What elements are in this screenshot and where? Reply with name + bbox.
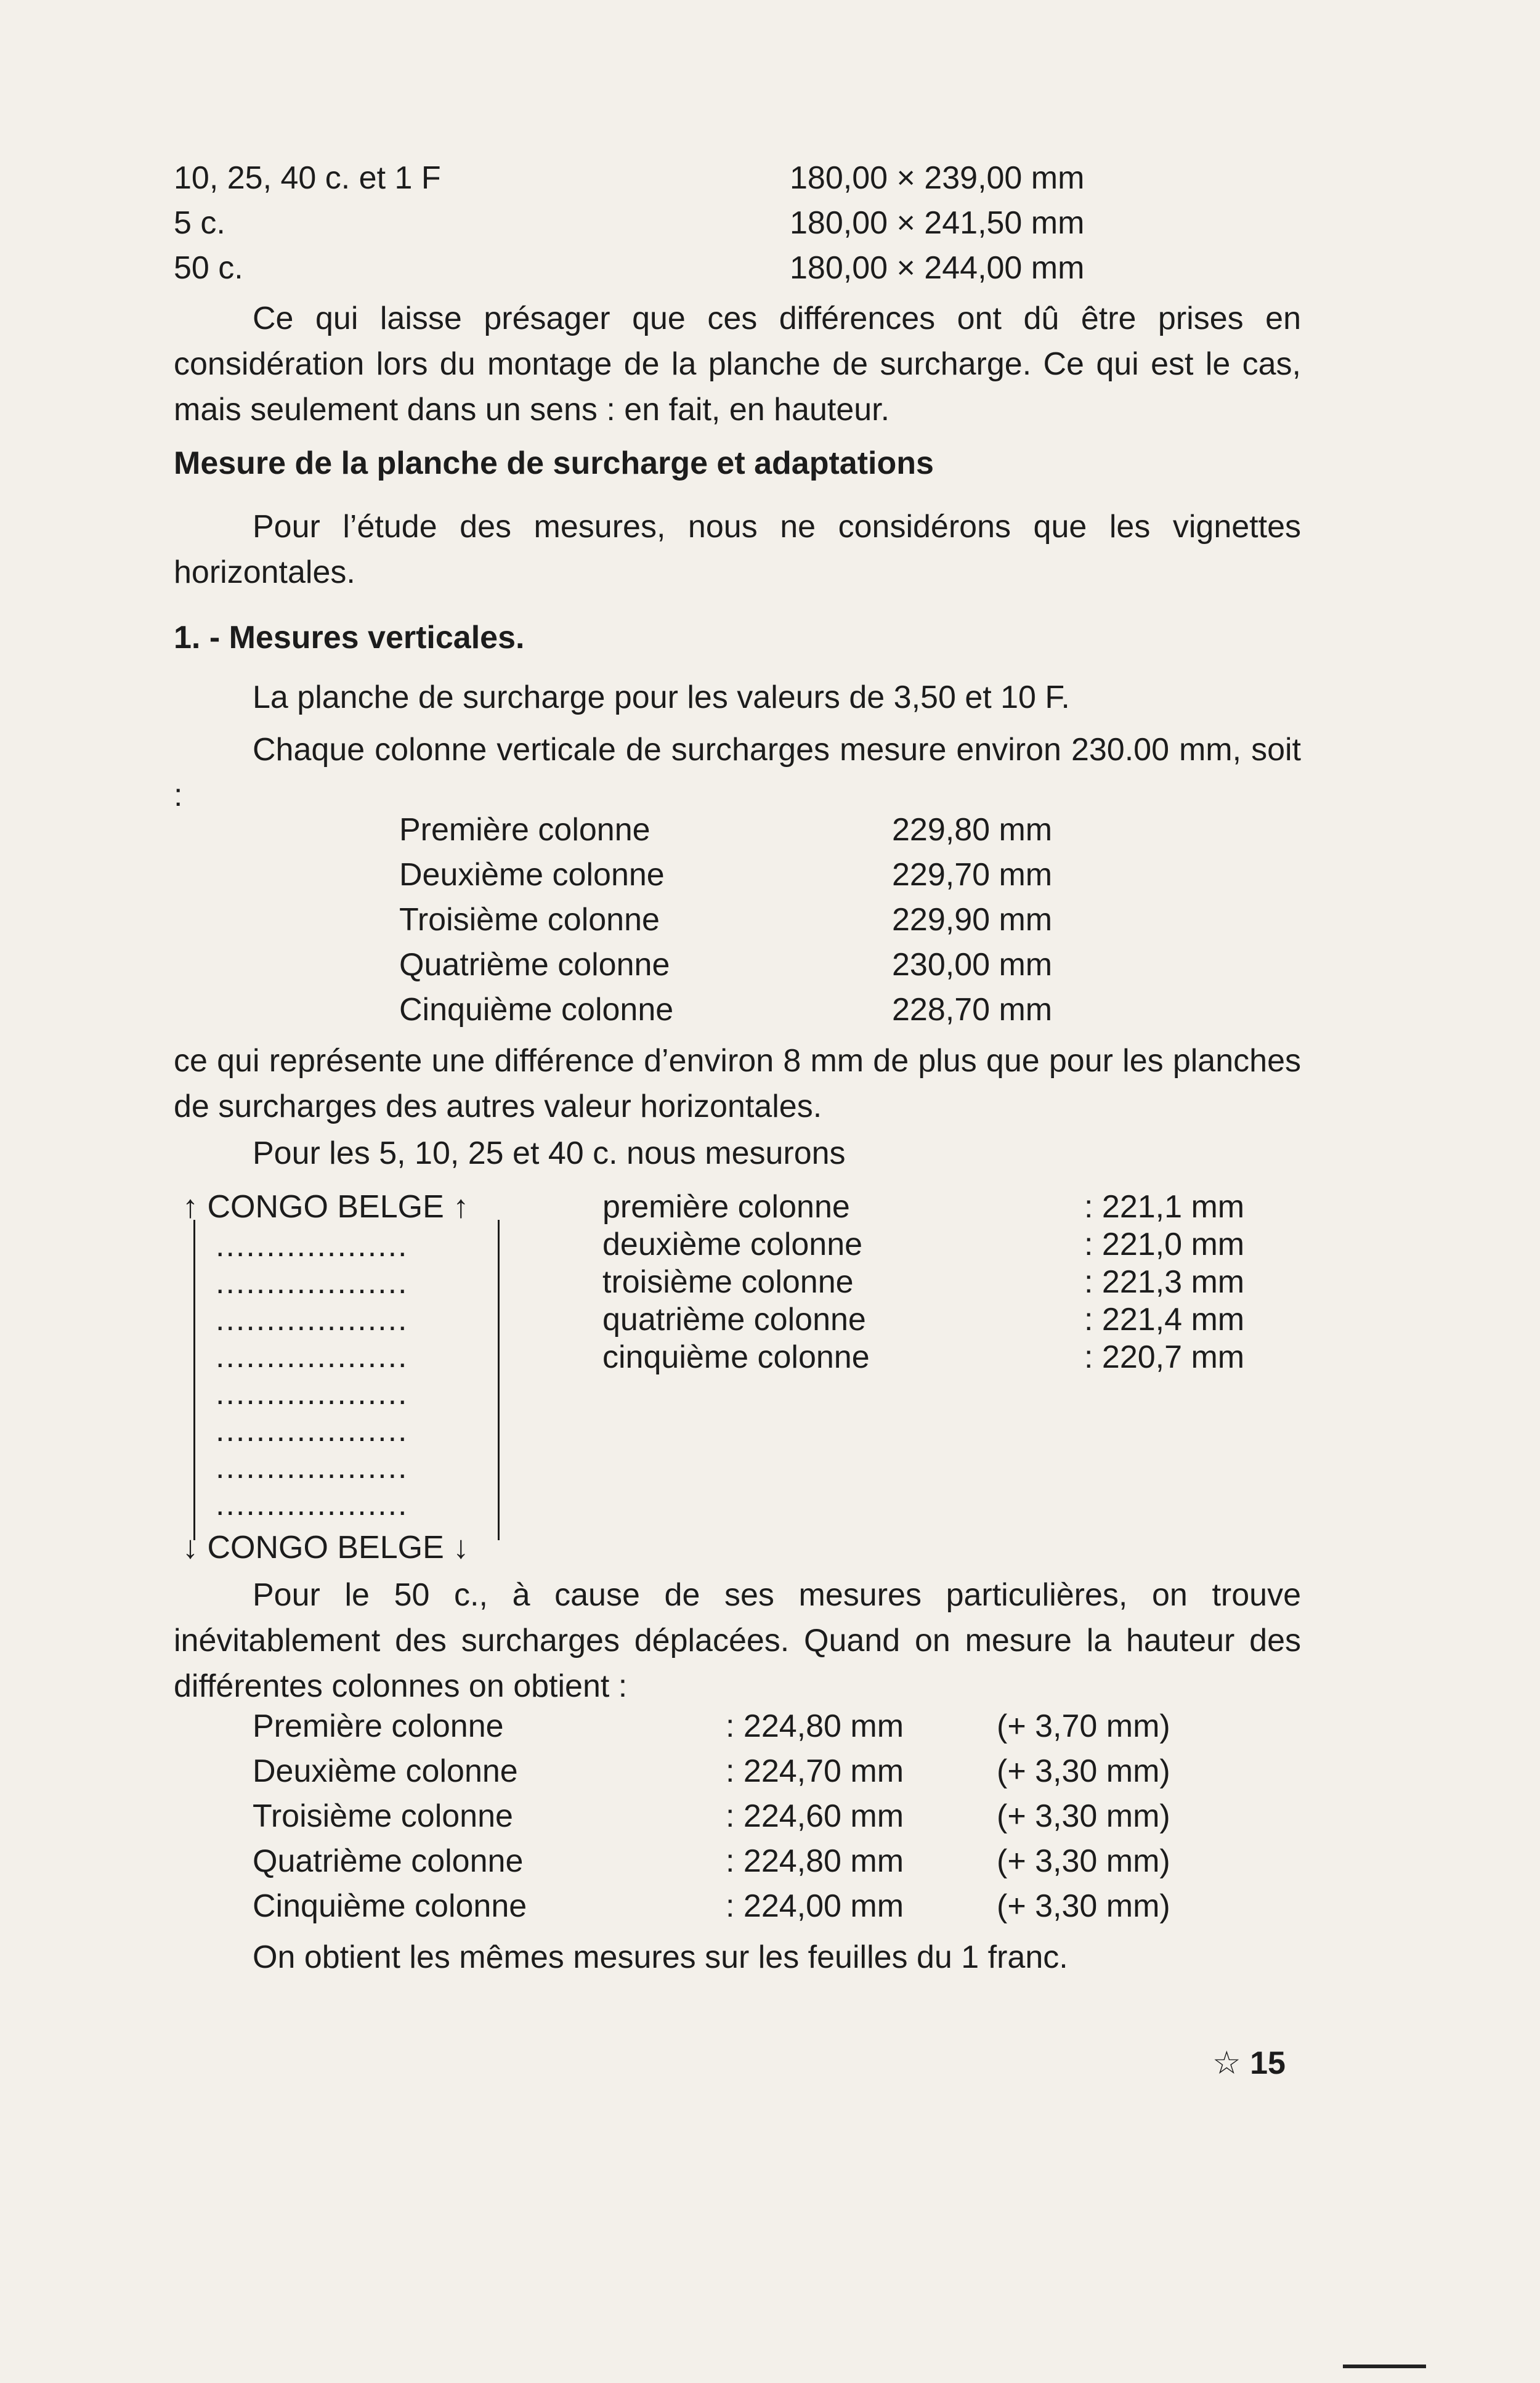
page-number: ☆ 15: [1212, 2045, 1286, 2081]
diagram-vertical-line-left: [193, 1220, 195, 1540]
paragraph-2: Pour l’étude des mesures, nous ne considérons que les vignettes horizontales.: [174, 509, 1301, 590]
t2-row1-label: Première colonne: [253, 1708, 504, 1744]
diagram-bottom-label: ↓ CONGO BELGE ↓: [182, 1530, 469, 1565]
diagram-dots-row: ...................: [216, 1376, 408, 1411]
size-table-dims-2: 180,00 × 241,50 mm: [790, 205, 1085, 241]
size-table-dims-1: 180,00 × 239,00 mm: [790, 160, 1085, 196]
diagram-row-2-value: : 221,0 mm: [1084, 1227, 1245, 1262]
size-table-values-1: 10, 25, 40 c. et 1 F: [174, 160, 441, 196]
paragraph-5: ce qui représente une différence d’environ 8 mm de plus que pour les planches de surcharges des autres valeur horizontales.: [174, 1043, 1301, 1124]
paragraph-3: La planche de surcharge pour les valeurs de 3,50 et 10 F.: [253, 680, 1070, 715]
diagram-row-5-value: : 220,7 mm: [1084, 1339, 1245, 1375]
diagram-row-3-value: : 221,3 mm: [1084, 1264, 1245, 1300]
col1-value: 229,80 mm: [892, 812, 1053, 848]
t2-row2-label: Deuxième colonne: [253, 1753, 518, 1789]
col1-label: Première colonne: [399, 812, 650, 848]
diagram-vertical-line-right: [498, 1220, 500, 1540]
diagram-row-1-label: première colonne: [602, 1189, 850, 1225]
t2-row5-label: Cinquième colonne: [253, 1888, 527, 1924]
bottom-edge-rule: [1343, 2365, 1426, 2368]
heading-planche: Mesure de la planche de surcharge et adaptations: [174, 445, 934, 481]
diagram-dots-row: ...................: [216, 1265, 408, 1301]
col3-value: 229,90 mm: [892, 902, 1053, 938]
paragraph-7: Pour le 50 c., à cause de ses mesures particulières, on trouve inévitablement des surcharges déplacées. Quand on mesure la hauteur des différentes colonnes on obtient :: [174, 1577, 1301, 1704]
diagram-top-label: ↑ CONGO BELGE ↑: [182, 1189, 469, 1225]
diagram-dots-row: ...................: [216, 1302, 408, 1338]
col4-value: 230,00 mm: [892, 947, 1053, 983]
paragraph-1: Ce qui laisse présager que ces différences ont dû être prises en considération lors du montage de la planche de surcharge. Ce qui est le cas, mais seulement dans un sens : en fait, en hauteur.: [174, 301, 1301, 428]
col2-label: Deuxième colonne: [399, 857, 665, 893]
size-table-dims-3: 180,00 × 244,00 mm: [790, 250, 1085, 286]
t2-row5-delta: (+ 3,30 mm): [997, 1888, 1170, 1924]
diagram-dots-row: ...................: [216, 1339, 408, 1374]
col2-value: 229,70 mm: [892, 857, 1053, 893]
size-table-values-3: 50 c.: [174, 250, 243, 286]
t2-row3-label: Troisième colonne: [253, 1798, 513, 1834]
heading-mesures-verticales: 1. - Mesures verticales.: [174, 620, 525, 656]
paragraph-8: On obtient les mêmes mesures sur les feuilles du 1 franc.: [253, 1939, 1068, 1975]
t2-row4-value: : 224,80 mm: [726, 1843, 904, 1879]
col5-label: Cinquième colonne: [399, 992, 674, 1028]
diagram-dots-row: ...................: [216, 1450, 408, 1485]
paragraph-6: Pour les 5, 10, 25 et 40 c. nous mesurons: [253, 1135, 846, 1171]
t2-row2-value: : 224,70 mm: [726, 1753, 904, 1789]
diagram-dots-row: ...................: [216, 1413, 408, 1448]
t2-row4-label: Quatrième colonne: [253, 1843, 524, 1879]
diagram-dots-row: ...................: [216, 1228, 408, 1264]
size-table-values-2: 5 c.: [174, 205, 225, 241]
t2-row2-delta: (+ 3,30 mm): [997, 1753, 1170, 1789]
diagram-row-5-label: cinquième colonne: [602, 1339, 870, 1375]
t2-row1-value: : 224,80 mm: [726, 1708, 904, 1744]
diagram-row-2-label: deuxième colonne: [602, 1227, 863, 1262]
t2-row3-delta: (+ 3,30 mm): [997, 1798, 1170, 1834]
col4-label: Quatrième colonne: [399, 947, 670, 983]
diagram-row-4-value: : 221,4 mm: [1084, 1302, 1245, 1338]
t2-row5-value: : 224,00 mm: [726, 1888, 904, 1924]
diagram-row-3-label: troisième colonne: [602, 1264, 854, 1300]
paragraph-4: Chaque colonne verticale de surcharges mesure environ 230.00 mm, soit :: [174, 732, 1301, 813]
col3-label: Troisième colonne: [399, 902, 660, 938]
diagram-row-1-value: : 221,1 mm: [1084, 1189, 1245, 1225]
t2-row1-delta: (+ 3,70 mm): [997, 1708, 1170, 1744]
diagram-row-4-label: quatrième colonne: [602, 1302, 866, 1338]
col5-value: 228,70 mm: [892, 992, 1053, 1028]
t2-row3-value: : 224,60 mm: [726, 1798, 904, 1834]
t2-row4-delta: (+ 3,30 mm): [997, 1843, 1170, 1879]
diagram-dots-row: ...................: [216, 1487, 408, 1522]
